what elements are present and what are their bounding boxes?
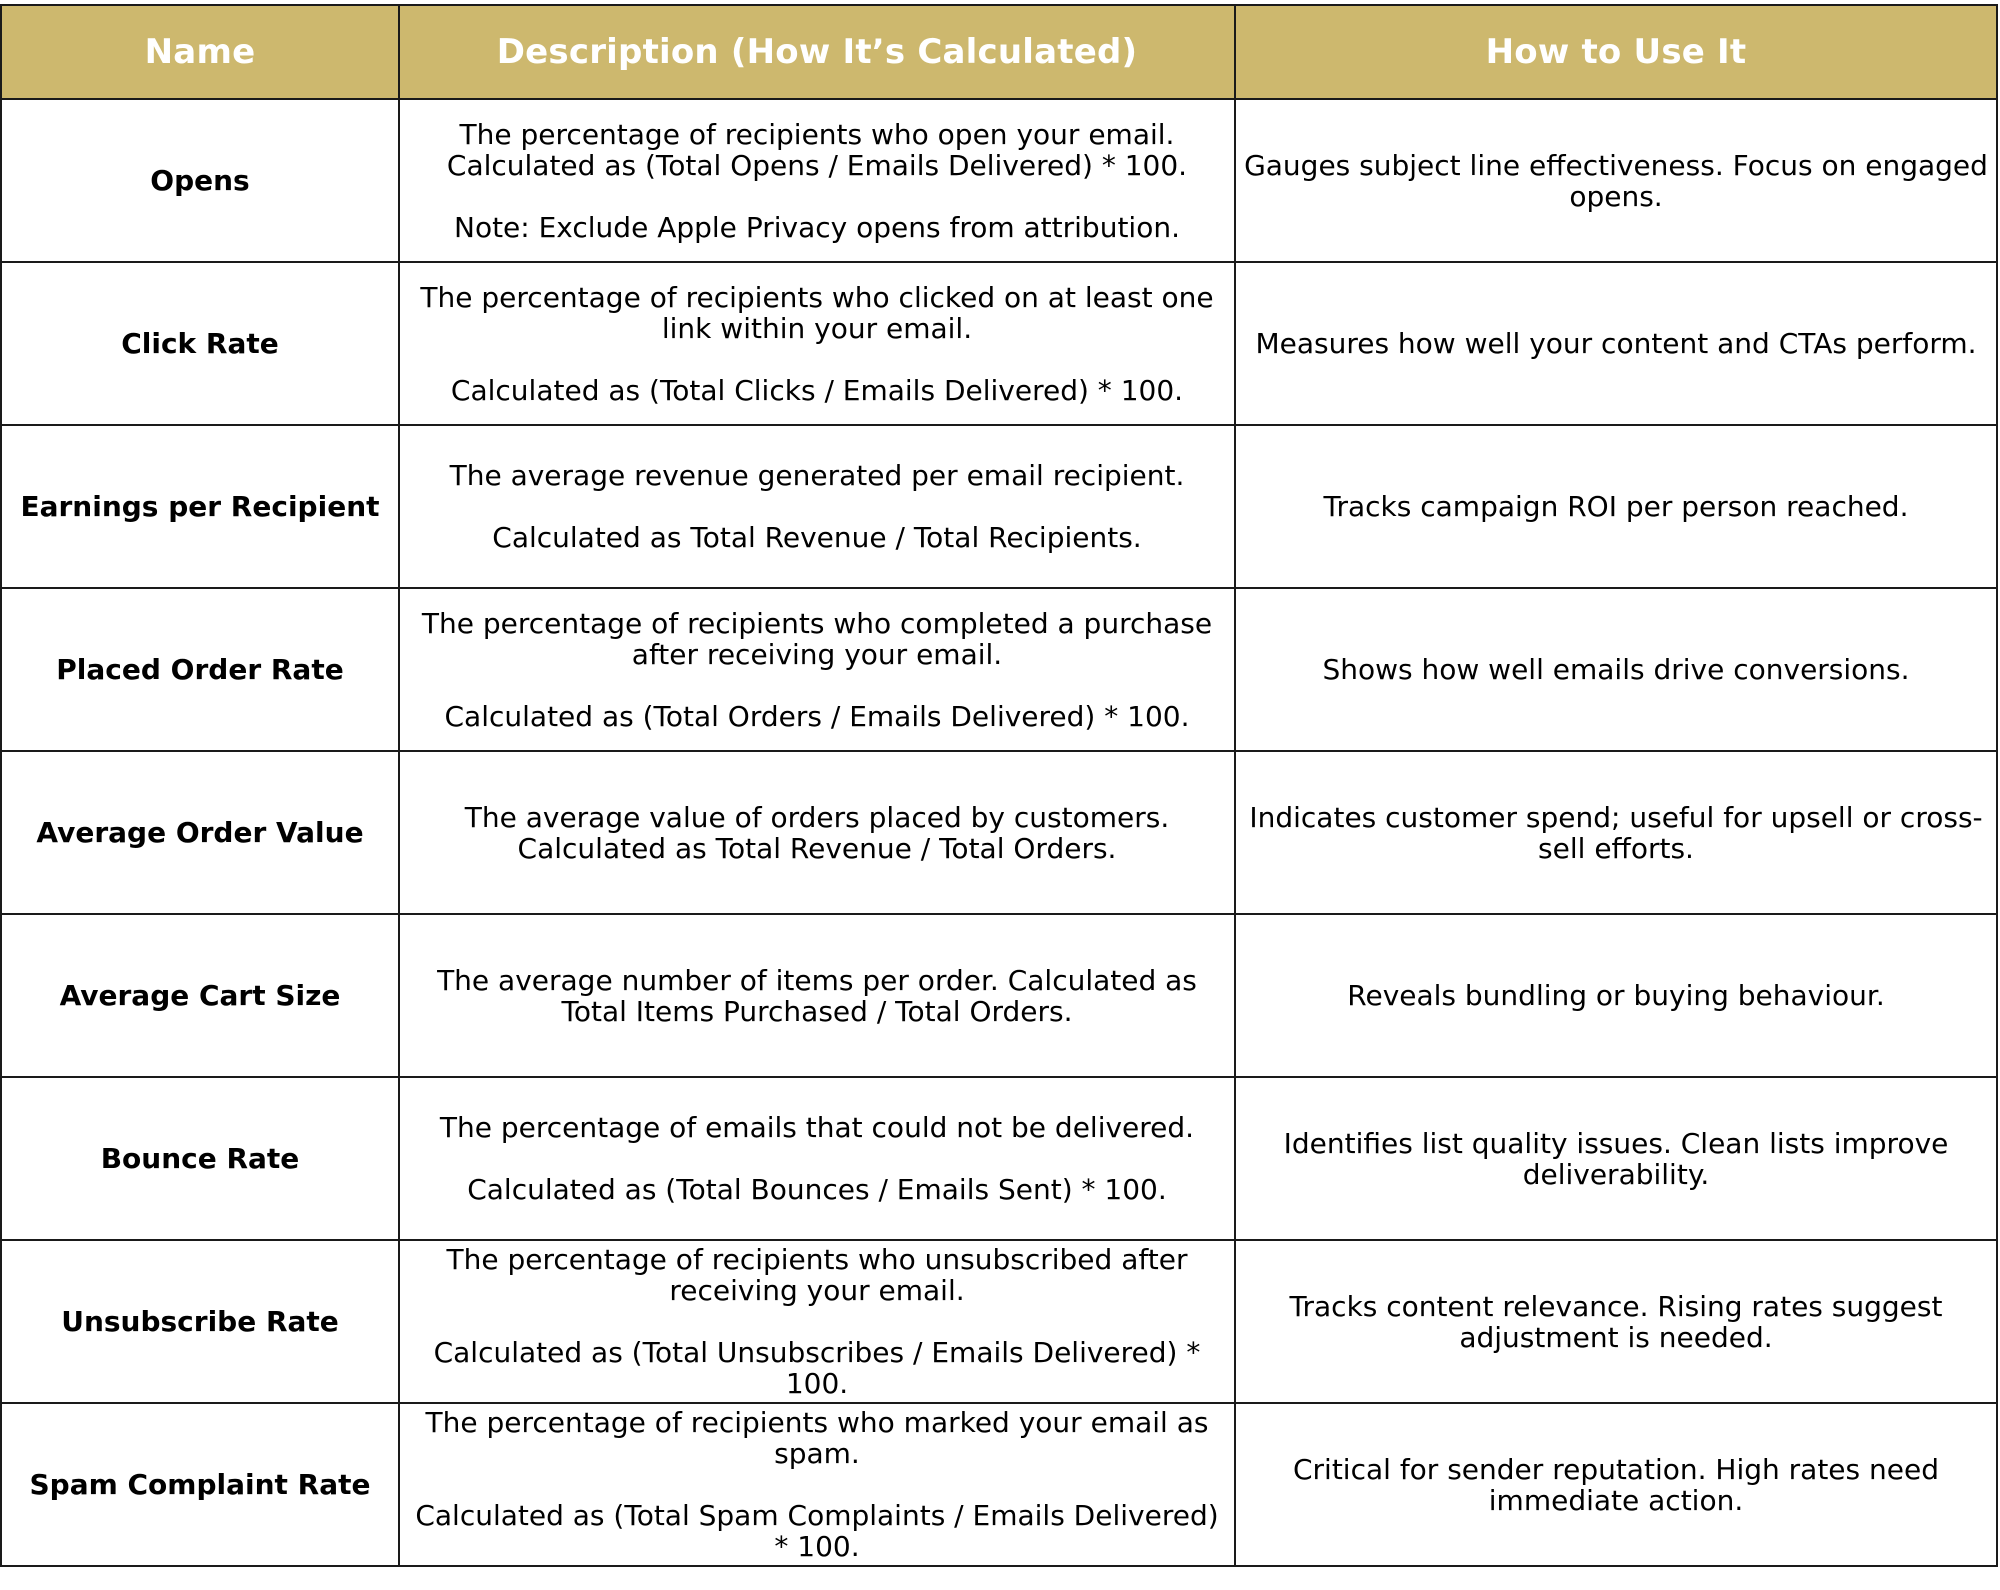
metric-usage: Critical for sender reputation. High rates need immediate action. bbox=[1235, 1403, 1997, 1566]
description-paragraph: The percentage of recipients who marked your email as spam. bbox=[425, 1406, 1209, 1470]
metric-description bbox=[399, 1240, 1235, 1403]
description-paragraph: Calculated as (Total Spam Complaints / Emails Delivered) * 100. bbox=[415, 1499, 1219, 1563]
table-row bbox=[1, 588, 1997, 751]
metric-usage: Gauges subject line effectiveness. Focus on engaged opens. bbox=[1235, 99, 1997, 262]
metric-description bbox=[399, 1077, 1235, 1240]
metric-name: Bounce Rate bbox=[1, 1077, 399, 1240]
header-row bbox=[1, 5, 1997, 99]
metric-usage: Tracks campaign ROI per person reached. bbox=[1235, 425, 1997, 588]
description-paragraph: Calculated as (Total Bounces / Emails Sent) * 100. bbox=[467, 1173, 1167, 1206]
metric-name: Click Rate bbox=[1, 262, 399, 425]
description-paragraph: The percentage of recipients who clicked on at least one link within your email. bbox=[420, 280, 1214, 345]
description-paragraph: Note: Exclude Apple Privacy opens from attribution. bbox=[454, 210, 1180, 244]
header-description: Description (How It’s Calculated) bbox=[399, 5, 1235, 99]
metric-name: Average Cart Size bbox=[1, 914, 399, 1077]
table-row bbox=[1, 262, 1997, 425]
description-paragraph: The average value of orders placed by customers. Calculated as Total Revenue / Total Orders. bbox=[464, 800, 1170, 865]
metric-name: Placed Order Rate bbox=[1, 588, 399, 751]
metric-name: Opens bbox=[1, 99, 399, 262]
metric-usage: Reveals bundling or buying behaviour. bbox=[1235, 914, 1997, 1077]
table-row bbox=[1, 1240, 1997, 1403]
table-row bbox=[1, 1077, 1997, 1240]
metric-description bbox=[399, 1403, 1235, 1566]
table-row bbox=[1, 425, 1997, 588]
metric-usage: Measures how well your content and CTAs perform. bbox=[1235, 262, 1997, 425]
metric-usage: Tracks content relevance. Rising rates suggest adjustment is needed. bbox=[1235, 1240, 1997, 1403]
metric-name: Unsubscribe Rate bbox=[1, 1240, 399, 1403]
table-row bbox=[1, 751, 1997, 914]
metric-description bbox=[399, 262, 1235, 425]
description-paragraph: The percentage of emails that could not be delivered. bbox=[439, 1111, 1195, 1144]
description-paragraph: Calculated as (Total Unsubscribes / Emails Delivered) * 100. bbox=[433, 1336, 1201, 1400]
metric-description bbox=[399, 588, 1235, 751]
metric-usage: Shows how well emails drive conversions. bbox=[1235, 588, 1997, 751]
metrics-body bbox=[1, 99, 1997, 1566]
description-paragraph: The percentage of recipients who open your email. Calculated as (Total Opens / Emails Delivered) * 100. bbox=[446, 117, 1188, 182]
description-paragraph: Calculated as (Total Orders / Emails Delivered) * 100. bbox=[444, 699, 1190, 733]
metric-description bbox=[399, 425, 1235, 588]
table-row bbox=[1, 99, 1997, 262]
description-paragraph: The average revenue generated per email recipient. bbox=[449, 459, 1185, 492]
metric-usage: Indicates customer spend; useful for upsell or cross-sell efforts. bbox=[1235, 751, 1997, 914]
metric-name: Average Order Value bbox=[1, 751, 399, 914]
metrics-table-container bbox=[0, 4, 1998, 1567]
metric-description bbox=[399, 99, 1235, 262]
metric-name: Spam Complaint Rate bbox=[1, 1403, 399, 1566]
table-row bbox=[1, 914, 1997, 1077]
description-paragraph: The percentage of recipients who completed a purchase after receiving your email. bbox=[421, 606, 1213, 671]
header-name: Name bbox=[1, 5, 399, 99]
metric-usage: Identifies list quality issues. Clean lists improve deliverability. bbox=[1235, 1077, 1997, 1240]
metric-description bbox=[399, 914, 1235, 1077]
description-paragraph: The average number of items per order. Calculated as Total Items Purchased / Total Orders. bbox=[437, 963, 1197, 1028]
description-paragraph: The percentage of recipients who unsubscribed after receiving your email. bbox=[446, 1243, 1188, 1307]
description-paragraph: Calculated as (Total Clicks / Emails Delivered) * 100. bbox=[450, 373, 1184, 407]
header-usage: How to Use It bbox=[1235, 5, 1997, 99]
metric-description bbox=[399, 751, 1235, 914]
metrics-table bbox=[0, 4, 1998, 1567]
table-row bbox=[1, 1403, 1997, 1566]
description-paragraph: Calculated as Total Revenue / Total Recipients. bbox=[492, 521, 1142, 554]
metric-name: Earnings per Recipient bbox=[1, 425, 399, 588]
